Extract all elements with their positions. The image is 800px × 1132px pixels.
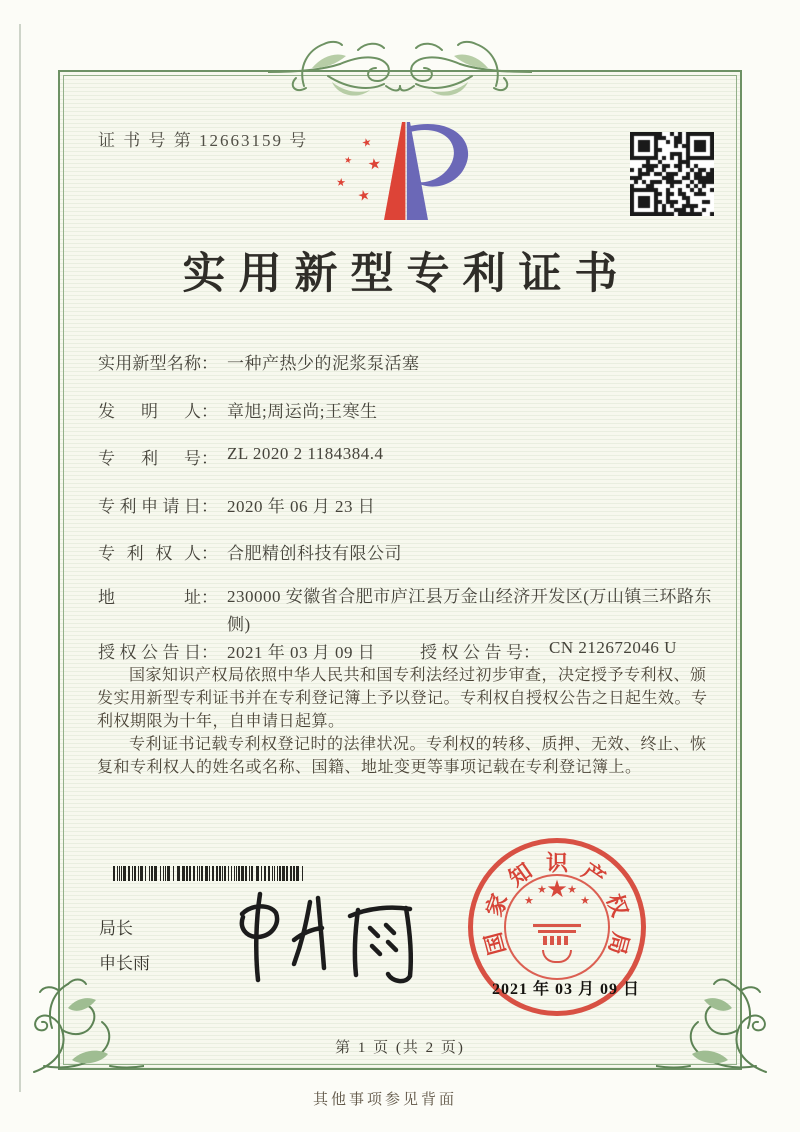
barcode-bar — [231, 866, 232, 881]
logo-star-icon: ★ — [335, 176, 347, 190]
seal-date: 2021 年 03 月 09 日 — [492, 981, 641, 998]
barcode-bar — [160, 866, 161, 881]
field-label: 授权公告日 — [98, 643, 201, 662]
field-label: 专利号 — [98, 449, 201, 468]
emblem-star-icon: ★ — [546, 877, 568, 903]
field-row-inventors — [98, 397, 377, 422]
barcode-bar — [205, 866, 208, 881]
field-value: 2020 年 06 月 23 日 — [227, 497, 376, 516]
barcode-bar — [199, 866, 200, 881]
barcode-bar — [238, 866, 240, 881]
barcode-bar — [282, 866, 285, 881]
field-value: 2021 年 03 月 09 日 — [227, 643, 376, 662]
barcode-bar — [268, 866, 270, 881]
barcode-bar — [219, 866, 221, 881]
field-colon: ： — [201, 497, 218, 516]
barcode-bar — [186, 866, 188, 881]
barcode-bar — [167, 866, 170, 881]
barcode-bar — [182, 866, 185, 881]
barcode-bar — [296, 866, 299, 881]
page-number: 第 1 页 (共 2 页) — [335, 1040, 465, 1056]
barcode-bar — [193, 866, 195, 881]
barcode-bar — [241, 866, 244, 881]
barcode-bar — [234, 866, 235, 881]
emblem-star-icon: ★ — [580, 895, 590, 907]
barcode-bar — [149, 866, 150, 881]
barcode — [113, 866, 309, 881]
field-label: 地址 — [98, 588, 201, 607]
field-value: CN 212672046 U — [549, 638, 677, 657]
barcode-bar — [128, 866, 130, 881]
field-label: 专利申请日 — [98, 497, 201, 516]
seal-char: 局 — [603, 929, 634, 958]
barcode-bar — [121, 866, 122, 881]
barcode-bar — [290, 866, 292, 881]
barcode-bar — [216, 866, 218, 881]
qr-code — [630, 132, 714, 216]
barcode-bar — [224, 866, 226, 881]
field-row-patentee — [98, 539, 402, 564]
barcode-bar — [245, 866, 247, 881]
field-value: 230000 安徽省合肥市庐江县万金山经济开发区(万山镇三环路东侧) — [227, 587, 712, 634]
barcode-bar — [140, 866, 143, 881]
barcode-bar — [117, 866, 118, 881]
emblem-gear-icon — [542, 950, 572, 963]
field-colon: ： — [201, 402, 218, 421]
barcode-bar — [154, 866, 157, 881]
barcode-bar — [272, 866, 273, 881]
barcode-bar — [134, 866, 136, 881]
logo-star-icon: ★ — [356, 187, 372, 206]
barcode-bar — [163, 866, 164, 881]
field-colon: ： — [201, 544, 218, 563]
seal-char: 产 — [577, 858, 610, 892]
barcode-bar — [173, 866, 174, 881]
barcode-bar — [123, 866, 126, 881]
barcode-bar — [222, 866, 223, 881]
barcode-bar — [119, 866, 120, 881]
barcode-bar — [189, 866, 191, 881]
barcode-bar — [145, 866, 146, 881]
barcode-bar — [132, 866, 133, 881]
emblem-gate-icon — [538, 930, 576, 933]
field-colon: ： — [201, 588, 218, 607]
field-value: 合肥精创科技有限公司 — [227, 544, 402, 563]
field-colon: ： — [201, 449, 218, 468]
barcode-bar — [256, 866, 259, 881]
logo-star-icon: ★ — [366, 156, 383, 174]
barcode-bar — [177, 866, 180, 881]
emblem-star-icon: ★ — [567, 884, 577, 896]
barcode-bar — [201, 866, 203, 881]
bottom-right-corner-flourish-icon — [656, 968, 786, 1086]
field-value: 章旭;周运尚;王寒生 — [227, 402, 378, 421]
barcode-bar — [249, 866, 250, 881]
certificate-number: 证 书 号 第 12663159 号 — [98, 131, 309, 150]
bottom-left-corner-flourish-icon — [14, 968, 144, 1086]
field-row-name — [98, 349, 420, 374]
barcode-bar — [151, 866, 153, 881]
field-row-address — [98, 583, 735, 639]
barcode-bar — [209, 866, 210, 881]
emblem-star-icon: ★ — [537, 884, 547, 896]
field-label: 专利权人 — [98, 544, 201, 563]
field-value: 一种产热少的泥浆泵活塞 — [227, 354, 420, 373]
legal-paragraph-1: 国家知识产权局依照中华人民共和国专利法经过初步审查，决定授予专利权、颁发实用新型专利证书并在专利登记簿上予以登记。专利权自授权公告之日起生效。专利权期限为十年，自申请日起算。 — [97, 667, 708, 730]
certificate-title: 实用新型专利证书 — [182, 251, 631, 298]
back-note: 其他事项参见背面 — [312, 1092, 458, 1108]
field-row-grant-date — [98, 638, 677, 663]
cnipa-logo-icon — [332, 116, 480, 230]
seal-char: 国 — [480, 929, 511, 958]
barcode-bar — [251, 866, 253, 881]
seal-char: 识 — [545, 850, 569, 876]
barcode-bar — [279, 866, 281, 881]
logo-star-icon: ★ — [343, 154, 353, 166]
barcode-bar — [113, 866, 115, 881]
national-emblem-icon — [504, 874, 610, 980]
legal-text — [97, 664, 721, 779]
barcode-bar — [138, 866, 139, 881]
field-label: 实用新型名称 — [98, 354, 201, 373]
scan-edge-line — [19, 24, 21, 1092]
seal-char: 权 — [601, 890, 633, 920]
barcode-bar — [264, 866, 266, 881]
barcode-bar — [293, 866, 295, 881]
barcode-bar — [165, 866, 166, 881]
seal-char: 家 — [481, 890, 513, 920]
seal-char: 知 — [504, 858, 537, 892]
barcode-bar — [261, 866, 262, 881]
barcode-bar — [274, 866, 275, 881]
barcode-bar — [228, 866, 229, 881]
field-row-filing-date — [98, 492, 375, 517]
barcode-bar — [197, 866, 198, 881]
barcode-bar — [212, 866, 214, 881]
emblem-gate-icon — [543, 936, 571, 945]
field-row-patent-number — [98, 444, 384, 469]
field-colon: ： — [201, 354, 218, 373]
barcode-bar — [236, 866, 237, 881]
director-name: 申长雨 — [99, 954, 150, 973]
field-value: ZL 2020 2 1184384.4 — [227, 444, 384, 463]
field-label: 授权公告号 — [420, 643, 523, 662]
director-role-label: 局长 — [99, 919, 133, 938]
field-colon: ： — [523, 643, 540, 662]
legal-paragraph-2: 专利证书记载专利权登记时的法律状况。专利权的转移、质押、无效、终止、恢复和专利权人的姓名或名称、国籍、地址变更等事项记载在专利登记簿上。 — [97, 736, 707, 776]
field-grant-number — [420, 638, 677, 663]
barcode-bar — [277, 866, 278, 881]
logo-star-icon: ★ — [360, 135, 374, 151]
field-label: 发明人 — [98, 402, 201, 421]
emblem-gate-icon — [533, 924, 581, 927]
emblem-star-icon: ★ — [524, 895, 534, 907]
top-border-ornament-icon — [268, 26, 532, 118]
director-signature-icon — [222, 880, 437, 990]
barcode-bar — [286, 866, 288, 881]
barcode-bar — [302, 866, 303, 881]
field-colon: ： — [201, 643, 218, 662]
